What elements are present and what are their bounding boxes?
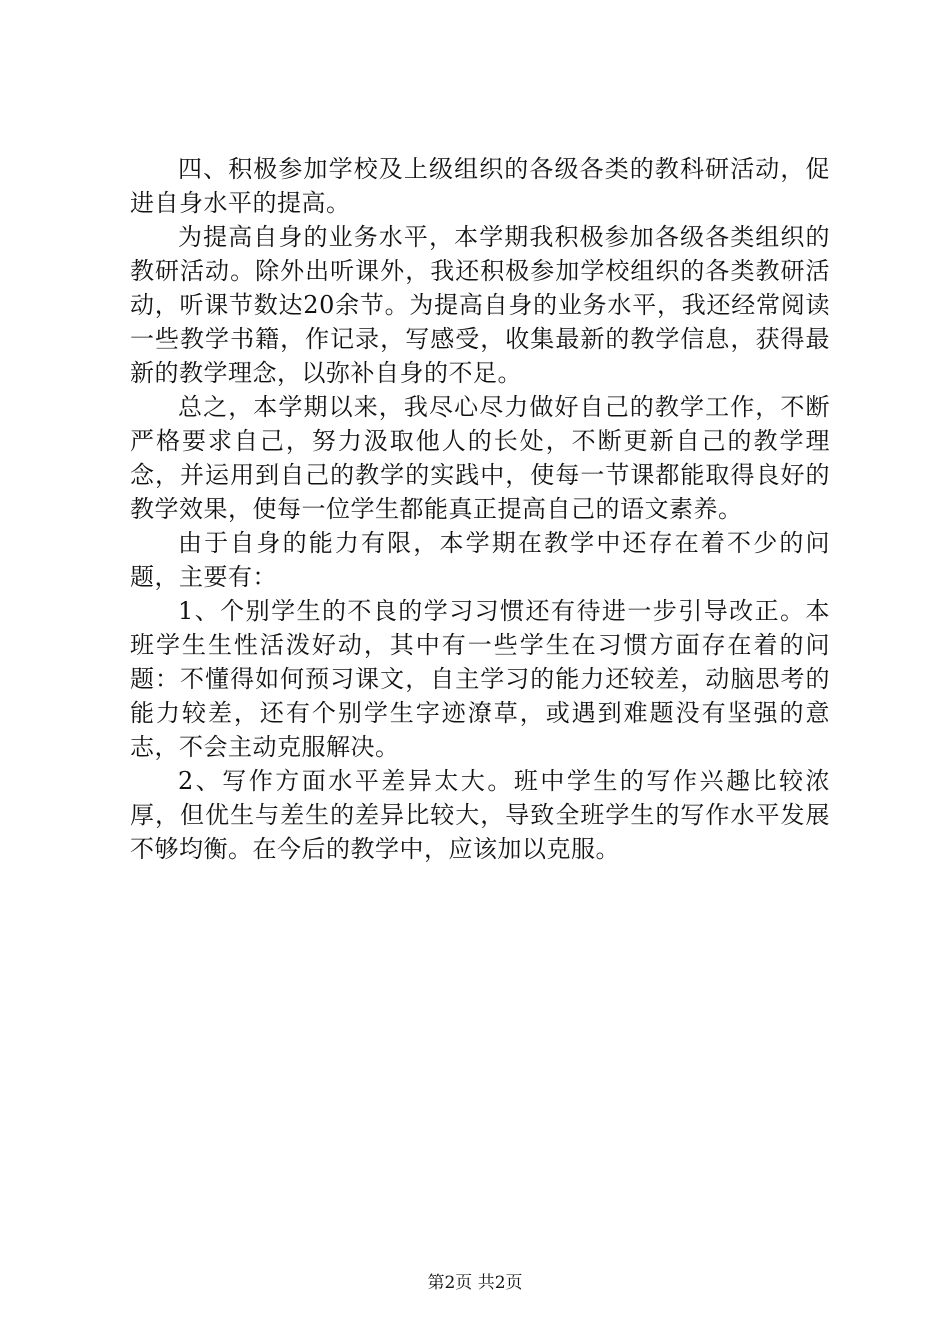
paragraph-problem-two: 2、写作方面水平差异太大。班中学生的写作兴趣比较浓厚，但优生与差生的差异比较大，导致全班学生的写作水平发展不够均衡。在今后的教学中，应该加以克服。 [130,767,830,863]
paragraph-teaching-research: 为提高自身的业务水平，本学期我积极参加各级各类组织的教研活动。除外出听课外，我还积极参加学校组织的各类教研活动，听课节数达20余节。为提高自身的业务水平，我还经常阅读一些教学书籍，作记录，写感受，收集最新的教学信息，获得最新的教学理念，以弥补自身的不足。 [130,223,830,387]
paragraph-problems-intro: 由于自身的能力有限，本学期在教学中还存在着不少的问题，主要有： [130,529,830,591]
paragraph-section-four-heading: 四、积极参加学校及上级组织的各级各类的教科研活动，促进自身水平的提高。 [130,155,830,217]
paragraph-summary: 总之，本学期以来，我尽心尽力做好自己的教学工作，不断严格要求自己，努力汲取他人的长处，不断更新自己的教学理念，并运用到自己的教学的实践中，使每一节课都能取得良好的教学效果，使每一位学生都能真正提高自己的语文素养。 [130,393,830,523]
paragraph-problem-one: 1、个别学生的不良的学习习惯还有待进一步引导改正。本班学生生性活泼好动，其中有一些学生在习惯方面存在着的问题：不懂得如何预习课文，自主学习的能力还较差，动脑思考的能力较差，还有个别学生字迹潦草，或遇到难题没有坚强的意志，不会主动克服解决。 [130,597,830,761]
document-body [130,152,830,866]
page-number-footer: 第2页 共2页 [427,1273,523,1293]
